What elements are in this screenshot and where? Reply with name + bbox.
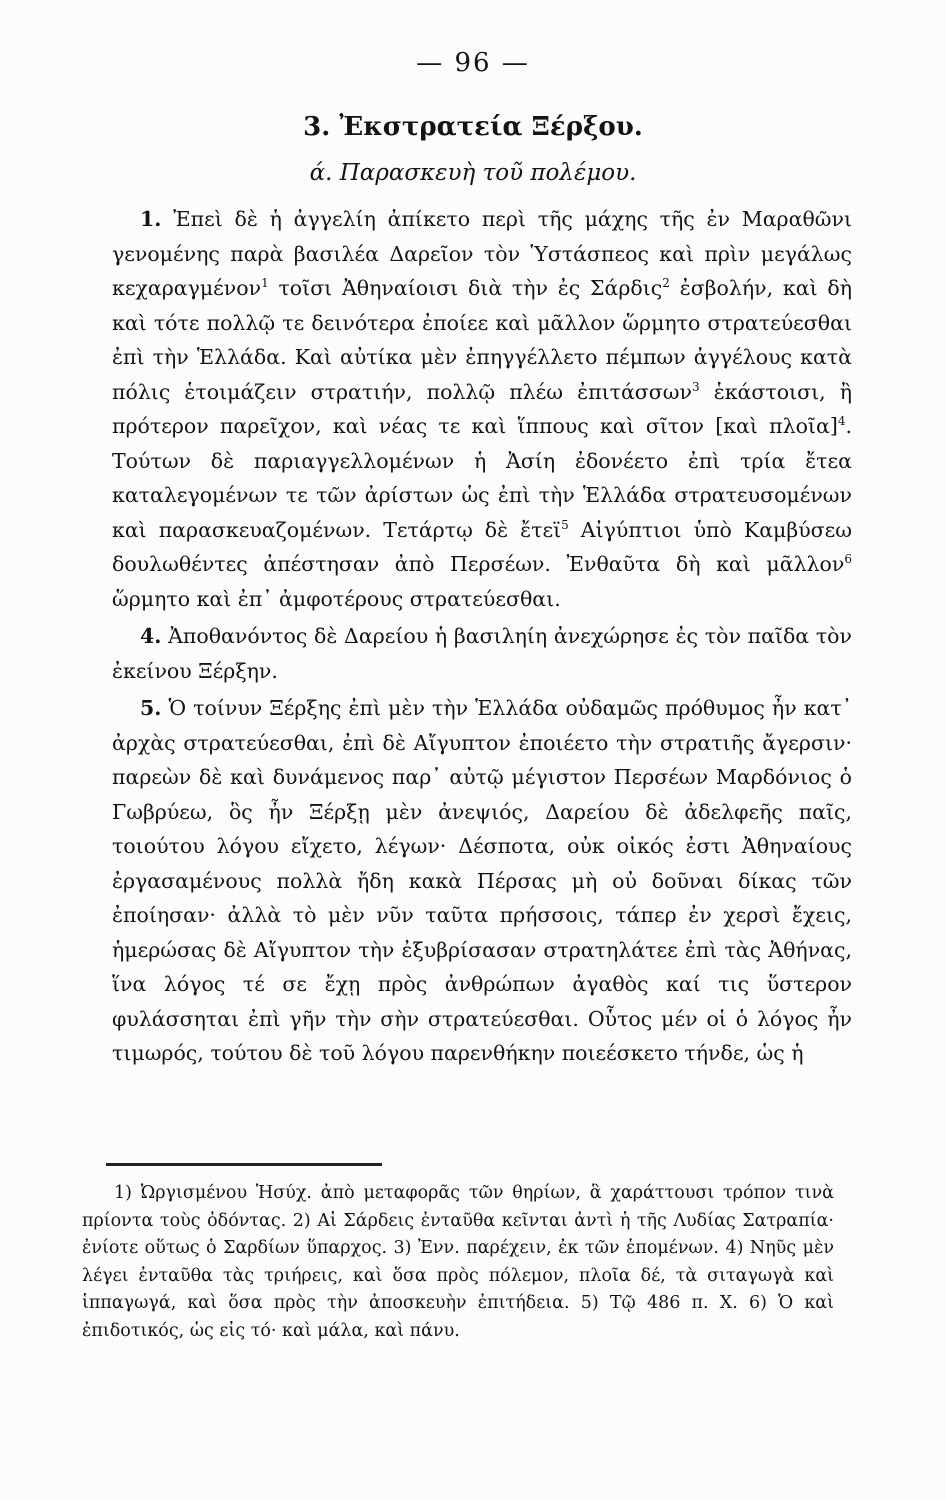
text-segment: Ἐπεὶ δὲ ἡ ἀγγελίη ἀπίκετο περὶ τῆς μάχης τῆς ἐν Μαραθῶνι γενομένης παρὰ βασιλέα Δαρεῖον τὸν Ὑστάσπεος καὶ πρὶν μεγάλως κεχαραγμένον [112,207,852,300]
footnote-ref: 1 [261,276,269,291]
paragraph-5 [112,691,852,1071]
paragraph-number: 1. [140,207,162,231]
text-segment: Ὁ τοίνυν Ξέρξης ἐπὶ μὲν τὴν Ἑλλάδα οὐδαμῶς πρόθυμος ἦν κατ᾿ ἀρχὰς στρατεύεσθαι, ἐπὶ δὲ Αἴγυπτον ἐποιέετο τὴν στρατιῆς ἄγερσιν· παρεὼν δὲ καὶ δυνάμενος παρ᾿ αὐτῷ μέγιστον Περσέων Μαρδόνιος ὁ Γωβρύεω, ὃς ἦν Ξέρξῃ μὲν ἀνεψιός, Δαρείου δὲ ἀδελφεῆς παῖς, τοιούτου λόγου εἴχετο, λέγων· Δέσποτα, οὐκ οἰκός ἐστι Ἀθηναίους ἐργασαμένους πολλὰ ἤδη κακὰ Πέρσας μὴ οὐ δοῦναι δίκας τῶν ἐποίησαν· ἀλλὰ τὸ μὲν νῦν ταῦτα πρήσσοις, τάπερ ἐν χερσὶ ἔχεις, ἡμερώσας δὲ Αἴγυπτον τὴν ἐξυβρίσασαν στρατηλάτεε ἐπὶ τὰς Ἀθήνας, ἵνα λόγος τέ σε ἔχῃ πρὸς ἀνθρώπων ἀγαθὸς καί τις ὕστερον φυλάσσηται ἐπὶ γῆν τὴν σὴν στρατεύεσθαι. Οὗτος μέν οἱ ὁ λόγος ἦν τιμωρός, τούτου δὲ τοῦ λόγου παρενθήκην ποιεέσκετο τήνδε, ὡς ἡ [112,696,852,1065]
section-title: ά. Παρασκευὴ τοῦ πολέμου. [309,160,637,186]
footnote-text: 1) Ὠργισμένου Ἡσύχ. ἀπὸ μεταφορᾶς τῶν θηρίων, ἃ χαράττουσι τρόπον τινὰ πρίοντα τοὺς ὀδόντας. 2) Αἱ Σάρδεις ἐνταῦθα κεῖνται ἀντὶ ἡ τῆς Λυδίας Σατραπία· ἐνίοτε οὕτως ὁ Σαρδίων ὕπαρχος. 3) Ἐνν. παρέχειν, ἐκ τῶν ἑπομένων. 4) Νηῦς μὲν λέγει ἐνταῦθα τὰς τριήρεις, καὶ ὅσα πρὸς πόλεμον, πλοῖα δέ, τὰ σιταγωγὰ καὶ ἱππαγωγά, καὶ ὅσα πρὸς τὴν ἀποσκευὴν ἐπιτήδεια. 5) Τῷ 486 π. Χ. 6) Ὁ καὶ ἐπιδοτικός, ὡς εἰς τό· καὶ μάλα, καὶ πάνυ. [82,1183,834,1341]
page-number: — 96 — [416,48,530,78]
text-segment: ἑκάστοισι, ἢ πρότερον παρεῖχον, καὶ νέας τε καὶ ἵππους καὶ σῖτον [καὶ πλοῖα] [112,379,852,438]
chapter-title: 3. Ἐκστρατεία Ξέρξου. [303,112,643,142]
paragraph-1 [112,202,852,616]
footnote-divider [106,1163,382,1166]
text-segment: Αἰγύπτιοι ὑπὸ Καμβύσεω δουλωθέντες ἀπέστησαν ἀπὸ Περσέων. Ἐνθαῦτα δὴ καὶ μᾶλλον [112,517,853,576]
footnote-ref: 3 [691,379,700,394]
body-text [112,202,852,1074]
paragraph-number: 5. [140,696,162,720]
footnotes [82,1180,834,1345]
paragraph-4 [112,619,852,688]
text-segment: ὥρμητο καὶ ἐπ᾿ ἀμφοτέρους στρατεύεσθαι. [112,586,561,611]
text-segment: Ἀποθανόντος δὲ Δαρείου ἡ βασιληίη ἀνεχώρησε ἐς τὸν παῖδα τὸν ἐκείνου Ξέρξην. [112,624,852,683]
text-segment: . Τούτων δὲ παριαγγελλομένων ἡ Ἀσίη ἐδονέετο ἐπὶ τρία ἔτεα καταλεγομένων τε τῶν ἀρίστων ὡς ἐπὶ τὴν Ἑλλάδα στρατευσομένων καὶ παρασκευαζομένων. Τετάρτῳ δὲ ἔτεϊ [112,414,852,542]
text-segment: τοῖσι Ἀθηναίοισι διὰ τὴν ἐς Σάρδις [268,276,663,300]
text-segment: ἐσβολήν, καὶ δὴ καὶ τότε πολλῷ τε δεινότερα ἐποίεε καὶ μᾶλλον ὥρμητο στρατεύεσθαι ἐπὶ τὴν Ἑλλάδα. Καὶ αὐτίκα μὲν ἐπηγγέλλετο πέμπων ἀγγέλους κατὰ πόλις ἑτοιμάζειν στρατιήν, πολλῷ πλέω ἐπιτάσσων [112,276,853,404]
footnote-ref: 5 [561,517,569,532]
footnote-ref: 2 [662,276,670,291]
paragraph-number: 4. [140,624,162,648]
footnote-ref: 6 [844,552,852,567]
footnote-ref: 4 [837,414,846,429]
